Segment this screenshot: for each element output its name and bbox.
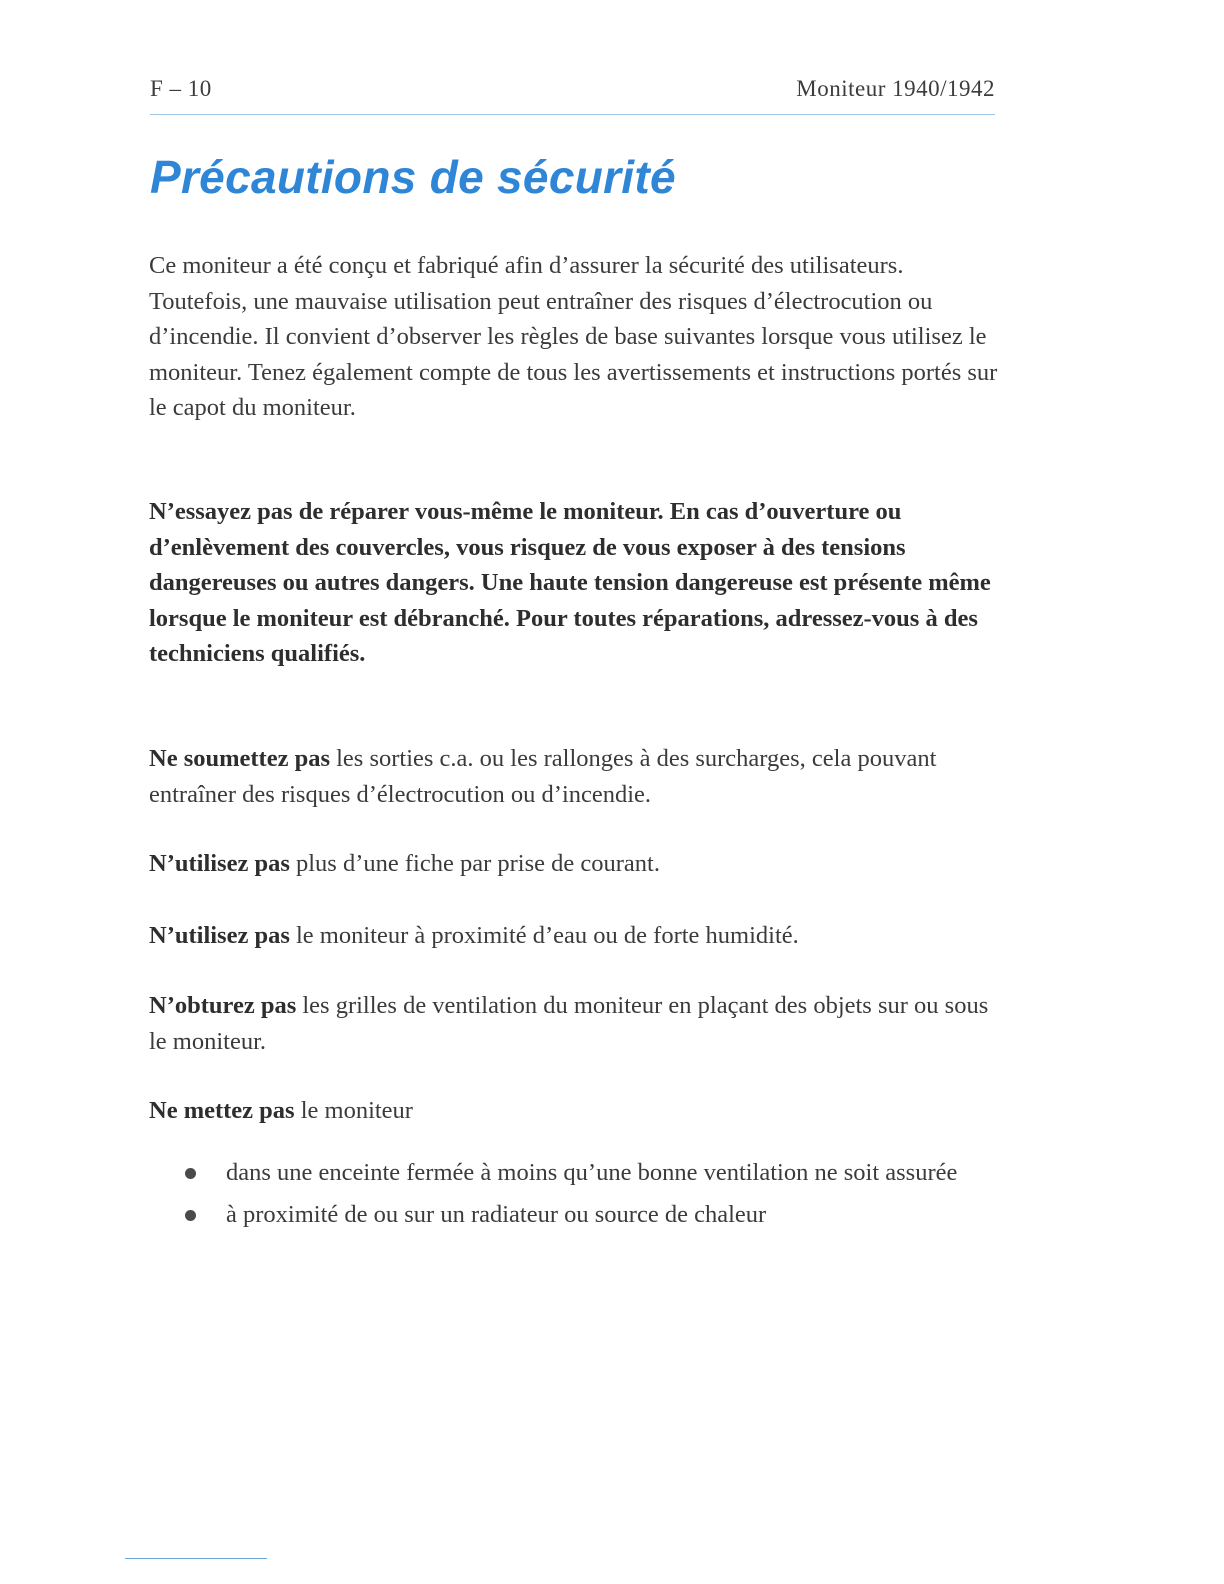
rule-humidity [149,918,999,954]
footer-divider [125,1558,267,1559]
rule-lead: N’obturez pas [149,992,297,1019]
intro-paragraph: Ce moniteur a été conçu et fabriqué afin d’assurer la sécurité des utilisateurs. Toutefois, une mauvaise utilisation peut entraîner des risques d’électrocution ou d’incendie. Il convient d’observer les règles de base suivantes lorsque vous utilisez le moniteur. Tenez également compte de tous les avertissements et instructions portés sur le capot du moniteur. [149,252,998,421]
rule-text: le moniteur à proximité d’eau ou de forte humidité. [289,922,799,949]
manual-title: Moniteur 1940/1942 [796,76,995,101]
page-title: Précautions de sécurité [150,151,676,203]
list-item [185,1199,1000,1231]
rule-text: les grilles de ventilation du moniteur en plaçant des objets sur ou sous le moniteur. [149,992,989,1055]
rule-single-plug [149,846,999,882]
rule-text: plus d’une fiche par prise de courant. [289,850,660,877]
list-item [185,1157,1000,1189]
service-warning-paragraph: N’essayez pas de réparer vous-même le moniteur. En cas d’ouverture ou d’enlèvement des couvercles, vous risquez de vous exposer à des tensions dangereuses ou autres dangers. Une haute tension dangereuse est présente même lorsque le moniteur est débranché. Pour toutes réparations, adressez-vous à des techniciens qualifiés. [149,498,991,667]
rule-ventilation [149,988,999,1059]
rule-overload [149,741,999,812]
rule-lead: N’utilisez pas [149,850,290,877]
rule-text: le moniteur [294,1097,413,1124]
list-item-text: à proximité de ou sur un radiateur ou source de chaleur [226,1201,767,1228]
list-item-text: dans une enceinte fermée à moins qu’une bonne ventilation ne soit assurée [226,1159,958,1186]
rule-lead: N’utilisez pas [149,922,290,949]
rule-text: les sorties c.a. ou les rallonges à des surcharges, cela pouvant entraîner des risques d’électrocution ou d’incendie. [149,745,937,808]
rule-placement [149,1093,999,1129]
rule-lead: Ne mettez pas [149,1097,295,1124]
header-divider [150,114,995,115]
running-header [150,76,995,106]
bullet-icon [185,1210,196,1221]
bullet-icon [185,1168,196,1179]
rule-lead: Ne soumettez pas [149,745,330,772]
placement-bullet-list [185,1157,1000,1241]
page-number: F – 10 [150,76,212,101]
